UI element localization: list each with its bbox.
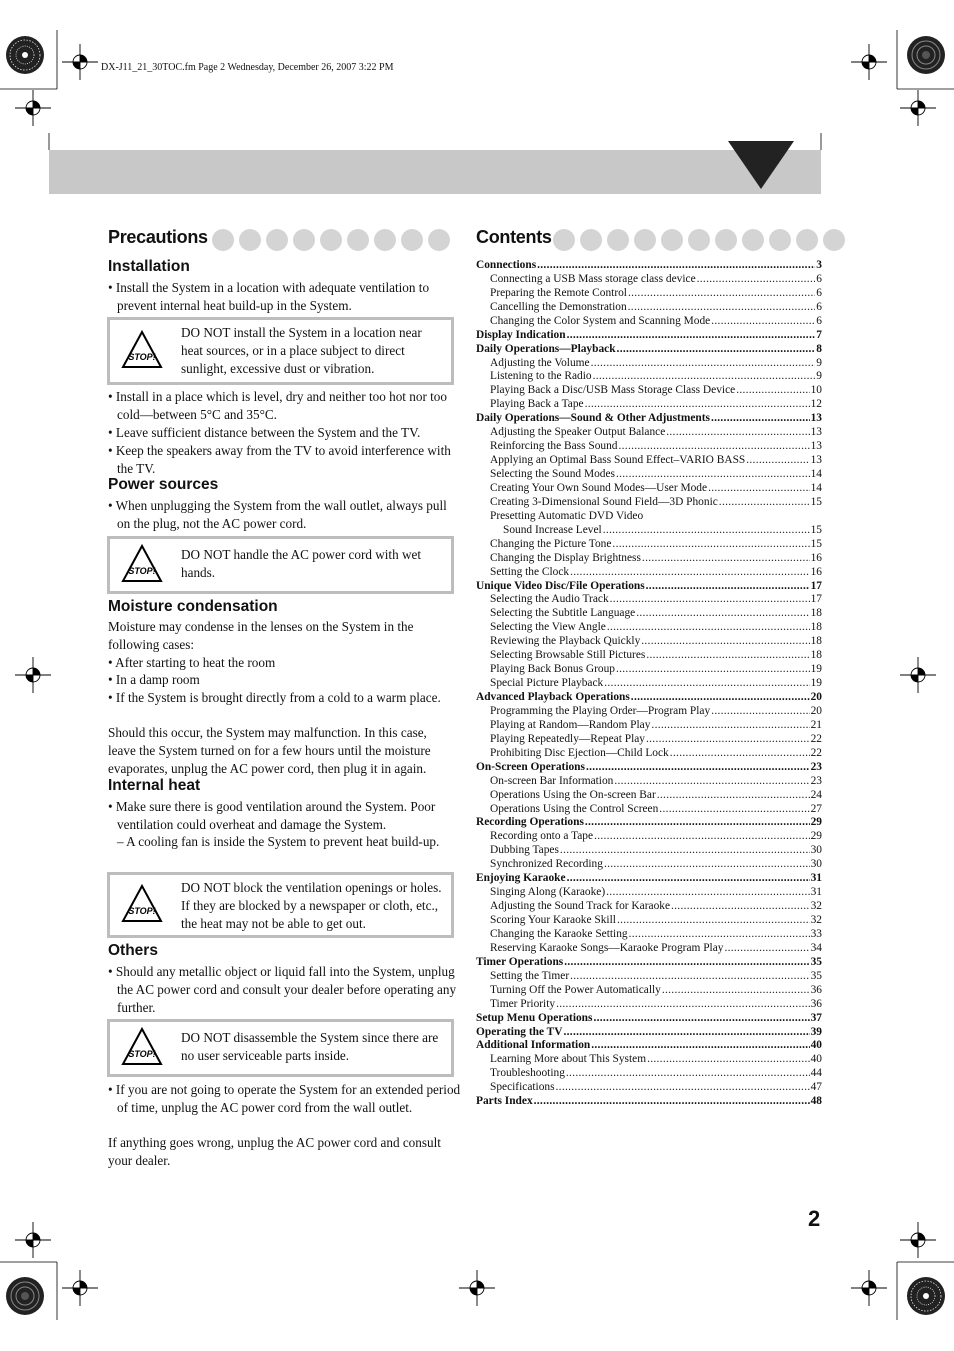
toc-leader-dots <box>662 984 810 998</box>
power-sources-heading: Power sources <box>108 476 219 493</box>
toc-section-entry <box>476 956 822 970</box>
others-bullet-1: • Should any metallic object or liquid fall into the System, unplug the AC power cord and consult your dealer before operating any further. <box>108 964 457 1015</box>
toc-leader-dots <box>629 928 810 942</box>
toc-entry-label: Adjusting the Volume <box>490 356 590 369</box>
toc-leader-dots <box>591 1040 809 1054</box>
toc-leader-dots <box>614 775 809 789</box>
toc-entry-page: 27 <box>810 802 822 815</box>
toc-entry-page: 40 <box>810 1053 822 1066</box>
toc-section-entry <box>476 1026 822 1040</box>
toc-entry-page: 13 <box>810 412 822 425</box>
toc-entry <box>476 886 822 900</box>
toc-leader-dots <box>585 398 810 412</box>
toc-leader-dots <box>670 747 810 761</box>
toc-leader-dots <box>617 914 810 928</box>
toc-entry-label: On-screen Bar Information <box>490 774 614 787</box>
toc-entry-label: Changing the Picture Tone <box>490 537 612 550</box>
toc-entry-page: 31 <box>810 872 822 885</box>
toc-entry <box>476 803 822 817</box>
others-bullet-2: • If you are not going to operate the System for an extended period of time, unplug the AC power cord from the wall outlet. <box>108 1082 461 1115</box>
toc-leader-dots <box>593 1012 809 1026</box>
toc-entry-label: Additional Information <box>476 1039 591 1052</box>
toc-entry-label: Selecting the View Angle <box>490 621 606 634</box>
toc-entry-page: 18 <box>810 649 822 662</box>
toc-entry-label: Selecting the Audio Track <box>490 593 609 606</box>
toc-entry-label: Adjusting the Sound Track for Karaoke <box>490 900 671 913</box>
toc-leader-dots <box>697 273 816 287</box>
toc-leader-dots <box>719 496 810 510</box>
warning-box-power <box>107 536 454 594</box>
toc-entry-page: 3 <box>816 259 822 271</box>
toc-entry-label: Selecting the Sound Modes <box>490 468 615 481</box>
toc-section-entry <box>476 1095 822 1109</box>
stop-hand-icon <box>120 329 164 373</box>
toc-entry-label: Daily Operations—Playback <box>476 342 616 355</box>
toc-leader-dots <box>724 942 809 956</box>
toc-entry <box>476 942 822 956</box>
toc-entry <box>476 357 822 371</box>
toc-entry-page: 12 <box>810 398 822 411</box>
toc-leader-dots <box>556 998 810 1012</box>
toc-section-entry <box>476 872 822 886</box>
toc-section-entry <box>476 412 822 426</box>
toc-entry-page: 9 <box>816 370 822 383</box>
toc-section-entry <box>476 580 822 594</box>
toc-leader-dots <box>567 329 816 343</box>
toc-entry-page: 18 <box>810 621 822 634</box>
toc-entry <box>476 998 822 1012</box>
toc-entry-label: Turning Off the Power Automatically <box>490 983 661 996</box>
toc-entry-label: Specifications <box>490 1081 555 1094</box>
toc-entry <box>476 538 822 552</box>
toc-leader-dots <box>642 552 810 566</box>
toc-section-entry <box>476 691 822 705</box>
toc-entry-label: Reviewing the Playback Quickly <box>490 635 641 648</box>
toc-entry-page: 35 <box>810 955 822 968</box>
toc-entry-page: 39 <box>810 1025 822 1038</box>
toc-entry-label: Playing Back Bonus Group <box>490 663 615 676</box>
toc-section-entry <box>476 329 822 343</box>
toc-leader-dots <box>646 580 810 594</box>
toc-entry-label: Display Indication <box>476 328 566 341</box>
toc-entry <box>476 384 822 398</box>
precautions-title: Precautions <box>108 227 208 247</box>
toc-entry-page: 14 <box>810 482 822 494</box>
toc-entry-page: 6 <box>816 272 822 285</box>
installation-bullet-3: • Leave sufficient distance between the System and the TV. <box>108 425 421 440</box>
toc-entry <box>476 635 822 649</box>
toc-entry-page: 17 <box>810 579 822 592</box>
toc-leader-dots <box>671 900 810 914</box>
toc-leader-dots <box>570 566 810 580</box>
toc-leader-dots <box>711 412 810 426</box>
toc-leader-dots <box>628 301 816 315</box>
toc-entry-label: Creating 3-Dimensional Sound Field—3D Phonic <box>490 495 718 508</box>
toc-entry <box>476 830 822 844</box>
moisture-bullet-3: • If the System is brought directly from a cold to a warm place. <box>108 690 441 705</box>
toc-leader-dots <box>556 1081 810 1095</box>
toc-entry-label: Applying an Optimal Bass Sound Effect–VARIO BASS <box>490 454 746 467</box>
toc-leader-dots <box>631 691 810 705</box>
toc-entry-label: Connecting a USB Mass storage class device <box>490 272 696 285</box>
toc-entry-page: 30 <box>810 858 822 871</box>
toc-leader-dots <box>628 287 815 301</box>
stop-icon-text: STOP! <box>128 566 156 576</box>
toc-leader-dots <box>616 468 810 482</box>
toc-entry-page: 7 <box>816 328 822 341</box>
toc-entry-page: 8 <box>816 342 822 355</box>
toc-entry-label: Daily Operations—Sound & Other Adjustments <box>476 412 710 425</box>
toc-entry-label: Singing Along (Karaoke) <box>490 886 606 899</box>
toc-entry-page: 21 <box>810 718 822 731</box>
toc-entry-page: 36 <box>810 997 822 1010</box>
toc-entry-label: Preparing the Remote Control <box>490 286 627 299</box>
toc-leader-dots <box>537 259 815 273</box>
toc-leader-dots <box>593 371 816 385</box>
toc-entry-label: Selecting Browsable Still Pictures <box>490 649 646 662</box>
toc-entry-label: Sound Increase Level <box>503 523 602 536</box>
toc-section-entry <box>476 761 822 775</box>
toc-entry <box>476 719 822 733</box>
toc-leader-dots <box>610 594 810 608</box>
toc-entry-label: Reinforcing the Bass Sound <box>490 440 618 453</box>
toc-entry <box>476 677 822 691</box>
toc-entry-page: 30 <box>810 844 822 857</box>
toc-entry <box>476 775 822 789</box>
toc-entry-page: 15 <box>810 495 822 508</box>
toc-entry <box>476 607 822 621</box>
toc-entry-label: Setting the Timer <box>490 969 570 982</box>
toc-leader-dots <box>534 1095 810 1109</box>
toc-leader-dots <box>708 482 810 496</box>
toc-entry <box>476 1067 822 1081</box>
toc-entry-page: 16 <box>810 551 822 564</box>
internal-heat-heading: Internal heat <box>108 777 201 794</box>
moisture-bullet-2: • In a damp room <box>108 672 200 687</box>
toc-entry-page: 22 <box>810 746 822 759</box>
toc-entry-label: Programming the Playing Order—Program Play <box>490 705 711 717</box>
warning-text-power: DO NOT handle the AC power cord with wet hands. <box>181 547 422 580</box>
toc-entry-page: 19 <box>810 663 822 676</box>
toc-entry-page: 13 <box>810 426 822 439</box>
toc-entry <box>476 454 822 468</box>
toc-entry-label: Recording onto a Tape <box>490 830 594 843</box>
title-dots-decoration <box>553 229 845 251</box>
warning-text-installation: DO NOT install the System in a location near heat sources, or in a place subject to direct sunlight, excessive dust or vibration. <box>181 325 422 376</box>
toc-entry <box>476 371 822 385</box>
toc-entry <box>476 426 822 440</box>
toc-entry-label: Cancelling the Demonstration <box>490 300 627 313</box>
toc-entry <box>476 1081 822 1095</box>
toc-leader-dots <box>646 649 809 663</box>
toc-leader-dots <box>659 803 809 817</box>
toc-entry-page: 9 <box>816 356 822 369</box>
toc-entry-page: 35 <box>810 969 822 982</box>
toc-section-entry <box>476 343 822 357</box>
toc-leader-dots <box>636 607 809 621</box>
toc-entry <box>476 970 822 984</box>
warning-box-others <box>107 1019 454 1077</box>
toc-leader-dots <box>647 1053 810 1067</box>
toc-leader-dots <box>711 705 809 719</box>
toc-section-entry <box>476 1012 822 1026</box>
stop-icon-text: STOP! <box>128 352 156 362</box>
installation-bullet-1: • Install the System in a location with adequate ventilation to prevent internal heat build-up in the System. <box>108 280 430 313</box>
toc-leader-dots <box>612 538 809 552</box>
toc-entry-label: Playing at Random—Random Play <box>490 718 651 731</box>
toc-leader-dots <box>606 886 809 900</box>
header-band <box>49 150 821 194</box>
toc-entry-label: Selecting the Subtitle Language <box>490 607 636 620</box>
stop-hand-icon <box>120 1026 164 1070</box>
toc-entry-page: 23 <box>810 760 822 773</box>
warning-box-internal-heat <box>107 872 454 938</box>
toc-entry-label: Unique Video Disc/File Operations <box>476 579 645 592</box>
warning-text-others: DO NOT disassemble the System since there are no user serviceable parts inside. <box>181 1030 439 1063</box>
toc-entry-label: Parts Index <box>476 1095 533 1108</box>
toc-leader-dots <box>641 635 809 649</box>
toc-entry-page: 10 <box>810 384 822 397</box>
toc-leader-dots <box>666 426 809 440</box>
toc-entry-page: 40 <box>810 1039 822 1052</box>
toc-section-entry <box>476 817 822 831</box>
toc-entry-label: Troubleshooting <box>490 1067 565 1080</box>
stop-hand-icon <box>120 543 164 587</box>
toc-leader-dots <box>619 440 810 454</box>
toc-entry-page: 44 <box>810 1067 822 1080</box>
toc-entry-label: Dubbing Tapes <box>490 844 559 857</box>
header-triangle-icon <box>728 141 794 191</box>
toc-entry-page: 29 <box>810 816 822 829</box>
toc-entry <box>476 621 822 635</box>
toc-entry <box>476 510 822 524</box>
toc-entry <box>476 733 822 747</box>
table-of-contents <box>476 259 822 1109</box>
installation-heading: Installation <box>108 258 190 275</box>
toc-entry-page: 6 <box>816 286 822 299</box>
power-bullet-1: • When unplugging the System from the wall outlet, always pull on the plug, not the AC power cord. <box>108 498 447 531</box>
moisture-bullet-1: • After starting to heat the room <box>108 655 276 670</box>
others-heading: Others <box>108 942 158 959</box>
toc-leader-dots <box>560 844 810 858</box>
toc-leader-dots <box>604 677 809 691</box>
toc-entry-label: Connections <box>476 259 537 271</box>
toc-entry <box>476 649 822 663</box>
toc-entry <box>476 524 822 538</box>
toc-entry <box>476 315 822 329</box>
toc-entry-label: On-Screen Operations <box>476 760 585 773</box>
toc-entry-label: Changing the Display Brightness <box>490 551 641 564</box>
toc-entry-label: Listening to the Radio <box>490 370 592 383</box>
toc-leader-dots <box>591 357 816 371</box>
toc-entry <box>476 789 822 803</box>
toc-entry-page: 17 <box>810 593 822 606</box>
toc-entry <box>476 928 822 942</box>
toc-entry <box>476 440 822 454</box>
toc-entry <box>476 705 822 719</box>
toc-entry-label: Creating Your Own Sound Modes—User Mode <box>490 482 708 494</box>
toc-entry-label: Changing the Karaoke Setting <box>490 928 628 940</box>
stop-icon-text: STOP! <box>128 906 156 916</box>
toc-entry-label: Playing Back a Disc/USB Mass Storage Class Device <box>490 384 736 397</box>
toc-entry <box>476 552 822 566</box>
warning-box-installation <box>107 317 454 385</box>
toc-entry-page: 31 <box>810 886 822 899</box>
toc-leader-dots <box>616 663 810 677</box>
warning-text-internal-heat: DO NOT block the ventilation openings or holes. If they are blocked by a newspaper or cloth, etc., the heat may not be able to get out. <box>181 880 442 931</box>
toc-entry <box>476 301 822 315</box>
toc-entry-page: 32 <box>810 914 822 927</box>
toc-entry-label: Learning More about This System <box>490 1053 647 1066</box>
toc-entry <box>476 398 822 412</box>
toc-entry-label: Synchronized Recording <box>490 858 603 871</box>
toc-leader-dots <box>651 719 809 733</box>
toc-leader-dots <box>646 733 810 747</box>
toc-entry-page: 15 <box>810 523 822 536</box>
toc-section-entry <box>476 259 822 273</box>
toc-entry <box>476 287 822 301</box>
toc-entry-label: Scoring Your Karaoke Skill <box>490 914 616 927</box>
toc-entry <box>476 844 822 858</box>
toc-entry <box>476 482 822 496</box>
toc-entry-label: Changing the Color System and Scanning Mode <box>490 314 711 327</box>
toc-entry-label: Advanced Playback Operations <box>476 691 630 704</box>
toc-leader-dots <box>570 970 809 984</box>
toc-entry-label: Recording Operations <box>476 816 584 829</box>
toc-entry-page: 23 <box>810 774 822 787</box>
toc-entry-label: Setup Menu Operations <box>476 1011 593 1024</box>
toc-entry-page: 22 <box>810 732 822 745</box>
moisture-heading: Moisture condensation <box>108 598 278 615</box>
toc-entry-page: 20 <box>810 705 822 717</box>
toc-leader-dots <box>711 315 815 329</box>
internal-heat-bullet-1: • Make sure there is good ventilation around the System. Poor ventilation could overheat and damage the System. <box>108 799 436 832</box>
toc-entry-label: Operations Using the Control Screen <box>490 802 659 815</box>
toc-entry <box>476 273 822 287</box>
toc-entry-page: 36 <box>810 983 822 996</box>
toc-leader-dots <box>564 956 809 970</box>
others-outro: If anything goes wrong, unplug the AC power cord and consult your dealer. <box>108 1135 441 1168</box>
toc-entry <box>476 663 822 677</box>
toc-entry-page: 16 <box>810 565 822 578</box>
toc-entry-label: Enjoying Karaoke <box>476 872 566 885</box>
toc-entry-label: Playing Repeatedly—Repeat Play <box>490 732 646 745</box>
toc-entry-page: 37 <box>810 1011 822 1024</box>
toc-entry-page: 6 <box>816 314 822 327</box>
file-info-header: DX-J11_21_30TOC.fm Page 2 Wednesday, December 26, 2007 3:22 PM <box>101 62 394 73</box>
installation-bullet-2: • Install in a place which is level, dry and neither too hot nor too cold—between 5°C and 35°C. <box>108 389 447 422</box>
stop-icon-text: STOP! <box>128 1049 156 1059</box>
page-number: 2 <box>808 1206 821 1231</box>
stop-hand-icon <box>120 883 164 927</box>
moisture-intro: Moisture may condense in the lenses on the System in the following cases: <box>108 619 414 652</box>
toc-entry <box>476 914 822 928</box>
toc-entry-label: Adjusting the Speaker Output Balance <box>490 426 666 439</box>
toc-entry-page: 18 <box>810 635 822 648</box>
toc-entry <box>476 594 822 608</box>
toc-leader-dots <box>607 621 810 635</box>
toc-leader-dots <box>594 830 810 844</box>
toc-leader-dots <box>564 1026 810 1040</box>
toc-entry-page: 14 <box>810 468 822 481</box>
toc-entry-page: 32 <box>810 900 822 913</box>
toc-leader-dots <box>657 789 810 803</box>
toc-entry-page: 15 <box>810 537 822 550</box>
toc-entry-page: 33 <box>810 928 822 940</box>
toc-entry-label: Prohibiting Disc Ejection—Child Lock <box>490 746 669 759</box>
toc-entry <box>476 468 822 482</box>
toc-leader-dots <box>736 384 809 398</box>
toc-entry <box>476 747 822 761</box>
toc-entry-page: 20 <box>810 691 822 704</box>
title-dots-decoration <box>212 229 450 251</box>
toc-leader-dots <box>566 1067 810 1081</box>
toc-leader-dots <box>617 343 816 357</box>
toc-entry-label: Operations Using the On-screen Bar <box>490 788 656 801</box>
toc-entry-page: 13 <box>810 454 822 467</box>
toc-leader-dots <box>586 761 810 775</box>
toc-entry-label: Setting the Clock <box>490 565 570 578</box>
toc-entry <box>476 858 822 872</box>
toc-leader-dots <box>585 817 810 831</box>
toc-section-entry <box>476 1040 822 1054</box>
toc-entry-label: Special Picture Playback <box>490 677 604 690</box>
installation-bullet-4: • Keep the speakers away from the TV to avoid interference with the TV. <box>108 443 451 476</box>
toc-entry-page: 6 <box>816 300 822 313</box>
toc-entry <box>476 1053 822 1067</box>
toc-entry-label: Reserving Karaoke Songs—Karaoke Program Play <box>490 941 724 954</box>
toc-entry-page: 19 <box>810 677 822 690</box>
toc-entry-label: Presetting Automatic DVD Video <box>490 509 644 522</box>
toc-leader-dots <box>746 454 809 468</box>
toc-entry-page: 24 <box>810 788 822 801</box>
internal-heat-dash-1: – A cooling fan is inside the System to prevent heat build-up. <box>117 834 440 849</box>
toc-entry <box>476 900 822 914</box>
toc-entry-page: 34 <box>810 941 822 954</box>
toc-entry-label: Timer Priority <box>490 997 556 1010</box>
toc-entry <box>476 984 822 998</box>
toc-entry-page: 47 <box>810 1081 822 1094</box>
toc-entry-page: 29 <box>810 830 822 843</box>
contents-title: Contents <box>476 227 552 247</box>
toc-leader-dots <box>604 858 810 872</box>
toc-entry <box>476 566 822 580</box>
toc-leader-dots <box>603 524 810 538</box>
toc-entry-page: 18 <box>810 607 822 620</box>
toc-entry-label: Playing Back a Tape <box>490 398 584 411</box>
moisture-outro: Should this occur, the System may malfunction. In this case, leave the System turned on for a few hours until the moisture evaporates, unplug the AC power cord, then plug it in again. <box>108 725 431 776</box>
toc-entry-page: 48 <box>810 1095 822 1108</box>
toc-entry-page: 13 <box>810 440 822 453</box>
toc-entry <box>476 496 822 510</box>
toc-entry-label: Timer Operations <box>476 955 564 968</box>
toc-leader-dots <box>567 872 810 886</box>
toc-entry-label: Operating the TV <box>476 1025 563 1038</box>
